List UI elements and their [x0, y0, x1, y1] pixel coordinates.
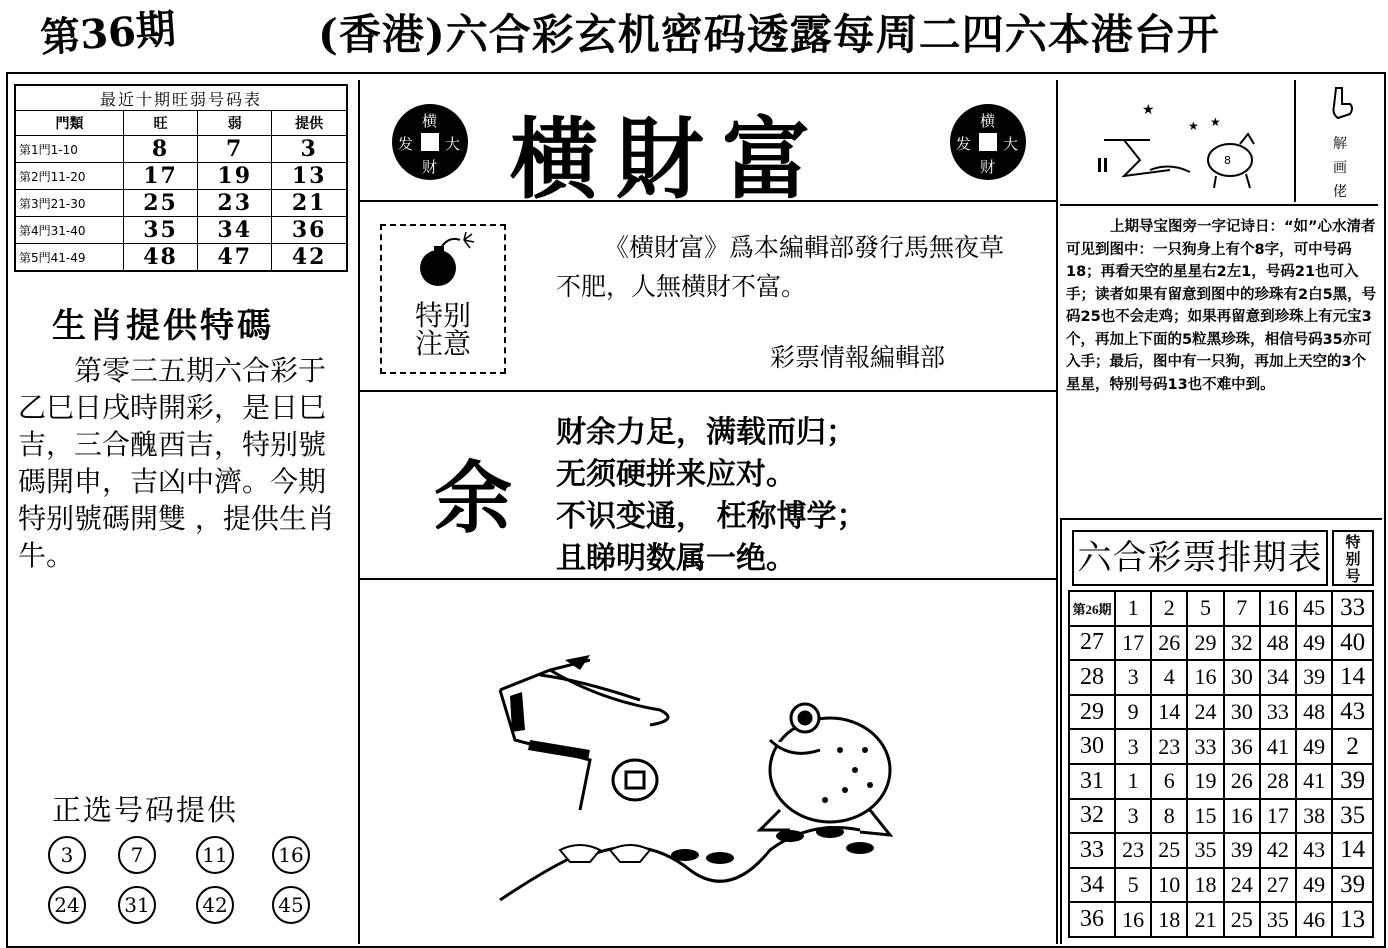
- number-cell: 6: [1151, 764, 1187, 799]
- hot-number: 17: [124, 163, 198, 190]
- schedule-title: 六合彩票排期表: [1072, 530, 1328, 586]
- number-cell: 8: [1151, 799, 1187, 834]
- notice-label: 特别 注意: [414, 299, 471, 360]
- svg-text:★: ★: [1142, 102, 1155, 118]
- number-cell: 30: [1224, 695, 1260, 730]
- poem-line: 不识变通， 枉称博学；: [556, 499, 867, 534]
- special-number-cell: 13: [1332, 902, 1373, 937]
- number-cell: 3: [1115, 799, 1151, 834]
- number-cell: 17: [1260, 799, 1296, 834]
- pick-ball: 24: [48, 886, 86, 924]
- table-row: [1069, 626, 1373, 661]
- coin-emblem-left: 横 发 大 财: [392, 104, 468, 180]
- riddle-poem: [556, 412, 866, 580]
- poem-line: 财余力足，满载而归；: [556, 415, 856, 450]
- number-cell: 5: [1115, 868, 1151, 903]
- pointing-hand-icon: [1326, 84, 1358, 124]
- intro-text: 《横財富》爲本編輯部發行馬無夜草不肥，人無横財不富。: [556, 233, 1005, 301]
- number-cell: 2: [1151, 591, 1187, 626]
- period-cell: 34: [1069, 868, 1115, 903]
- number-cell: 10: [1151, 868, 1187, 903]
- number-cell: 25: [1151, 833, 1187, 868]
- number-cell: 5: [1187, 591, 1223, 626]
- number-cell: 16: [1260, 591, 1296, 626]
- number-cell: 1: [1115, 764, 1151, 799]
- hot-number: 8: [124, 136, 198, 163]
- number-cell: 18: [1151, 902, 1187, 937]
- special-number-cell: 43: [1332, 695, 1373, 730]
- number-cell: 28: [1260, 764, 1296, 799]
- number-cell: 34: [1260, 660, 1296, 695]
- table-row: [1069, 695, 1373, 730]
- number-cell: 49: [1296, 868, 1332, 903]
- number-cell: 16: [1224, 799, 1260, 834]
- number-cell: 39: [1224, 833, 1260, 868]
- number-cell: 29: [1187, 626, 1223, 661]
- number-cell: 30: [1224, 660, 1260, 695]
- number-cell: 1: [1115, 591, 1151, 626]
- toad-coin-illustration: [440, 600, 940, 920]
- table-row: [15, 136, 347, 163]
- row-label: 第3門21-30: [15, 190, 124, 217]
- coin-emblem-right: 横 发 大 财: [950, 104, 1026, 180]
- pick-ball: 3: [48, 836, 86, 874]
- issue-number: 第36期: [38, 5, 178, 62]
- pick-ball: 31: [118, 886, 156, 924]
- picks-title: 正选号码提供: [52, 793, 239, 827]
- special-number-cell: 14: [1332, 833, 1373, 868]
- row-label: 第1門1-10: [15, 136, 124, 163]
- number-cell: 38: [1296, 799, 1332, 834]
- period-cell: 33: [1069, 833, 1115, 868]
- number-cell: 35: [1260, 902, 1296, 937]
- period-cell: 30: [1069, 729, 1115, 764]
- pick-ball: 7: [118, 836, 156, 874]
- number-cell: 3: [1115, 660, 1151, 695]
- table-row: [15, 244, 347, 272]
- period-cell: 第26期: [1069, 591, 1115, 626]
- pick-number: 13: [272, 163, 347, 190]
- number-cell: 42: [1260, 833, 1296, 868]
- pick-ball: 42: [196, 886, 234, 924]
- number-cell: 43: [1296, 833, 1332, 868]
- number-cell: 17: [1115, 626, 1151, 661]
- hot-number: 48: [124, 244, 198, 272]
- weak-number: 19: [198, 163, 272, 190]
- table-row: [1069, 591, 1373, 626]
- svg-text:★: ★: [1210, 115, 1221, 129]
- special-number-cell: 35: [1332, 799, 1373, 834]
- hot-weak-number-table: [14, 84, 348, 272]
- brand-title: 横財富: [510, 107, 829, 211]
- period-cell: 32: [1069, 799, 1115, 834]
- special-number-header: 特 别 号: [1332, 530, 1374, 586]
- pick-ball: 45: [272, 886, 310, 924]
- number-cell: 41: [1296, 764, 1332, 799]
- number-cell: 23: [1151, 729, 1187, 764]
- number-cell: 7: [1224, 591, 1260, 626]
- number-cell: 33: [1260, 695, 1296, 730]
- solve-label: 解 画 佬: [1333, 136, 1347, 200]
- period-cell: 36: [1069, 902, 1115, 937]
- bomb-icon: [414, 232, 478, 292]
- divider: [1294, 80, 1296, 202]
- row-label: 第5門41-49: [15, 244, 124, 272]
- number-cell: 26: [1224, 764, 1260, 799]
- table-row: [1069, 868, 1373, 903]
- number-cell: 36: [1224, 729, 1260, 764]
- number-cell: 25: [1224, 902, 1260, 937]
- number-cell: 14: [1151, 695, 1187, 730]
- table-row: [1069, 902, 1373, 937]
- column-header: 門類: [15, 111, 124, 136]
- number-cell: 27: [1260, 868, 1296, 903]
- column-header: 弱: [198, 111, 272, 136]
- pick-number: 21: [272, 190, 347, 217]
- zodiac-text: 第零三五期六合彩于乙巳日戌時開彩，是日巳吉，三合醜酉吉，特别號碼開申，吉凶中濟。今期特别號碼開雙 ，提供生肖牛。: [18, 354, 335, 572]
- weak-number: 34: [198, 217, 272, 244]
- poem-line: 且睇明数属一绝。: [556, 541, 796, 576]
- table-row: [1069, 833, 1373, 868]
- number-cell: 15: [1187, 799, 1223, 834]
- pick-ball: 11: [196, 836, 234, 874]
- number-cell: 33: [1187, 729, 1223, 764]
- period-cell: 29: [1069, 695, 1115, 730]
- table-row: [1069, 764, 1373, 799]
- number-cell: 35: [1187, 833, 1223, 868]
- number-cell: 23: [1115, 833, 1151, 868]
- number-cell: 21: [1187, 902, 1223, 937]
- table-row: [1069, 799, 1373, 834]
- draw-schedule-table: [1068, 590, 1374, 938]
- number-cell: 18: [1187, 868, 1223, 903]
- weak-number: 47: [198, 244, 272, 272]
- special-number-cell: 39: [1332, 868, 1373, 903]
- hot-number: 25: [124, 190, 198, 217]
- poem-line: 无须硬拼来应对。: [556, 457, 796, 492]
- number-cell: 4: [1151, 660, 1187, 695]
- number-cell: 49: [1296, 729, 1332, 764]
- riddle-character: 余: [434, 453, 513, 544]
- number-cell: 39: [1296, 660, 1332, 695]
- pick-number: 42: [272, 244, 347, 272]
- number-cell: 32: [1224, 626, 1260, 661]
- period-cell: 28: [1069, 660, 1115, 695]
- number-cell: 24: [1187, 695, 1223, 730]
- svg-text:★: ★: [1188, 119, 1199, 133]
- period-cell: 31: [1069, 764, 1115, 799]
- editor-signature: 彩票情報編輯部: [770, 343, 946, 372]
- number-cell: 46: [1296, 902, 1332, 937]
- special-number-cell: 14: [1332, 660, 1373, 695]
- pick-number: 36: [272, 217, 347, 244]
- weak-number: 23: [198, 190, 272, 217]
- number-cell: 16: [1187, 660, 1223, 695]
- number-cell: 24: [1224, 868, 1260, 903]
- number-cell: 9: [1115, 695, 1151, 730]
- row-label: 第2門11-20: [15, 163, 124, 190]
- pick-number: 3: [272, 136, 347, 163]
- table-row: [15, 217, 347, 244]
- table-row: [1069, 660, 1373, 695]
- weak-number: 7: [198, 136, 272, 163]
- row-label: 第4門31-40: [15, 217, 124, 244]
- pick-ball: 16: [272, 836, 310, 874]
- zodiac-title: 生肖提供特碼: [52, 306, 274, 346]
- divider: [358, 390, 1058, 392]
- period-cell: 27: [1069, 626, 1115, 661]
- svg-text:8: 8: [1224, 154, 1231, 167]
- number-cell: 26: [1151, 626, 1187, 661]
- special-number-cell: 40: [1332, 626, 1373, 661]
- number-cell: 41: [1260, 729, 1296, 764]
- number-cell: 19: [1187, 764, 1223, 799]
- number-cell: 48: [1260, 626, 1296, 661]
- special-number-cell: 2: [1332, 729, 1373, 764]
- puzzle-explanation: 上期导宝图旁一字记诗日：“如”心水清者可见到图中：一只狗身上有个8字，可中号码18；再看天空的星星右2左1，号码21也可入手；读者如果有留意到图中的珍珠有2白5黑，号码25也不会走鸡；如果再留意到珍珠上有元宝3个，再加上下面的5粒黑珍珠，相信号码35亦可入手；最后，图中有一只狗，再加上天空的3个星星，特别号码13也不难中到。: [1066, 219, 1377, 393]
- special-number-cell: 33: [1332, 591, 1373, 626]
- table-caption: 最近十期旺弱号码表: [15, 85, 347, 111]
- page-headline: (香港)六合彩玄机密码透露每周二四六本港台开: [318, 10, 1220, 59]
- special-number-cell: 39: [1332, 764, 1373, 799]
- column-header: 旺: [124, 111, 198, 136]
- number-cell: 3: [1115, 729, 1151, 764]
- table-row: [1069, 729, 1373, 764]
- table-row: [15, 190, 347, 217]
- hot-number: 35: [124, 217, 198, 244]
- number-cell: 49: [1296, 626, 1332, 661]
- column-header: 提供: [272, 111, 347, 136]
- number-cell: 45: [1296, 591, 1332, 626]
- number-cell: 16: [1115, 902, 1151, 937]
- table-row: [15, 163, 347, 190]
- number-cell: 48: [1296, 695, 1332, 730]
- puzzle-drawing: [1090, 100, 1290, 190]
